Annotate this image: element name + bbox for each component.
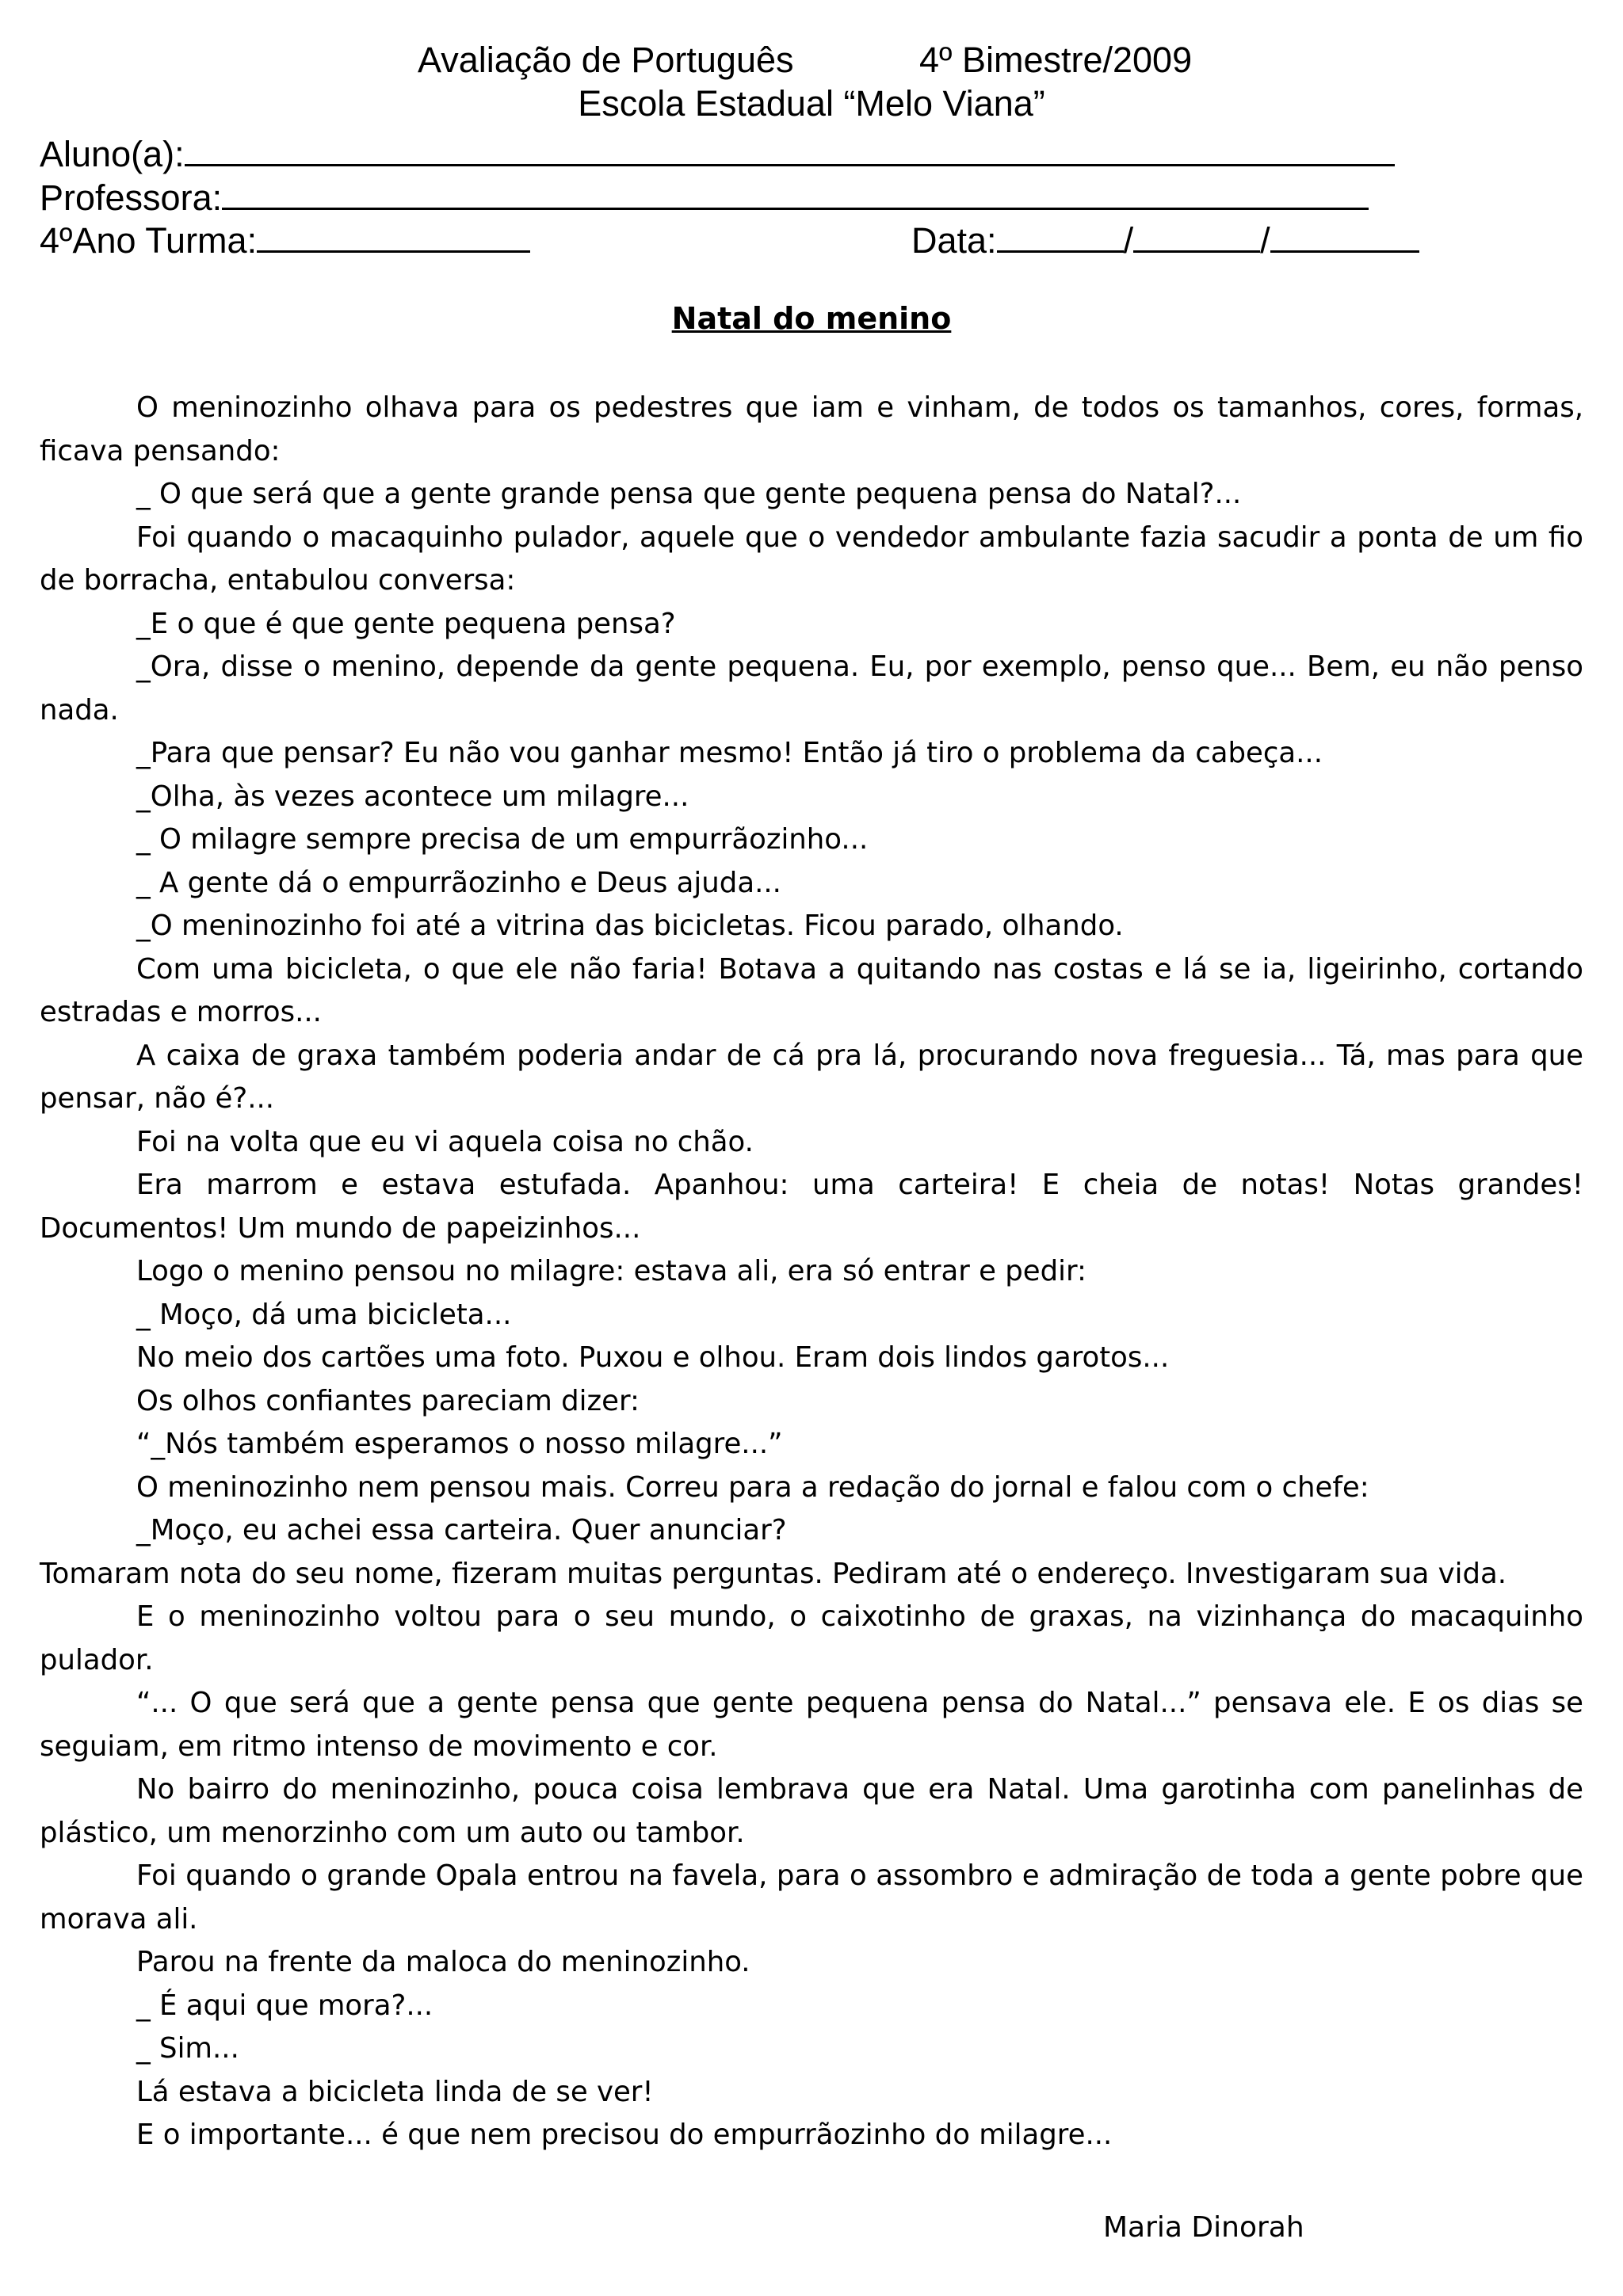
story-paragraph: E o meninozinho voltou para o seu mundo, o caixotinho de graxas, na vizinhança do macaquinho pulador. bbox=[40, 1600, 1583, 1676]
class-field bbox=[40, 215, 530, 261]
story-paragraph: E o importante... é que nem precisou do empurrãozinho do milagre... bbox=[136, 2119, 1113, 2151]
story-paragraph: Com uma bicicleta, o que ele não faria! Botava a quitando nas costas e lá se ia, ligeirinho, cortando estradas e morros... bbox=[40, 952, 1583, 1028]
date-year-blank[interactable] bbox=[1270, 215, 1419, 253]
term-label: 4º Bimestre/2009 bbox=[919, 40, 1193, 80]
story-paragraph: Foi quando o grande Opala entrou na favela, para o assombro e admiração de toda a gente pobre que morava ali. bbox=[40, 1859, 1583, 1936]
date-label: Data: bbox=[911, 220, 997, 261]
story-body bbox=[40, 387, 1583, 2157]
story-paragraph: _Para que pensar? Eu não vou ganhar mesmo! Então já tiro o problema da cabeça... bbox=[136, 737, 1323, 769]
date-field bbox=[911, 215, 1419, 261]
exam-title: Avaliação de Português bbox=[418, 40, 794, 80]
date-separator: / bbox=[1260, 220, 1270, 261]
story-paragraph: _Moço, eu achei essa carteira. Quer anunciar? bbox=[136, 1514, 787, 1547]
school-name: Escola Estadual “Melo Viana” bbox=[578, 83, 1045, 124]
date-month-blank[interactable] bbox=[1133, 215, 1260, 253]
story-paragraph: Foi na volta que eu vi aquela coisa no chão. bbox=[136, 1125, 754, 1158]
student-blank[interactable] bbox=[185, 129, 1395, 166]
story-paragraph: _Olha, às vezes acontece um milagre... bbox=[136, 780, 689, 813]
story-paragraph: Os olhos confiantes pareciam dizer: bbox=[136, 1384, 640, 1417]
story-title: Natal do menino bbox=[671, 301, 952, 336]
teacher-field bbox=[40, 173, 1369, 219]
date-separator: / bbox=[1123, 220, 1134, 261]
class-label: 4ºAno Turma: bbox=[40, 220, 258, 261]
story-paragraph: _ É aqui que mora?... bbox=[136, 1989, 433, 2022]
story-paragraph: No meio dos cartões uma foto. Puxou e olhou. Eram dois lindos garotos... bbox=[136, 1341, 1170, 1374]
date-day-blank[interactable] bbox=[997, 215, 1124, 253]
story-paragraph: _O meninozinho foi até a vitrina das bicicletas. Ficou parado, olhando. bbox=[136, 910, 1124, 942]
story-paragraph: _ Sim... bbox=[136, 2032, 239, 2065]
story-paragraph: Lá estava a bicicleta linda de se ver! bbox=[136, 2075, 654, 2108]
student-field bbox=[40, 129, 1395, 175]
story-paragraph: _E o que é que gente pequena pensa? bbox=[136, 607, 676, 640]
story-author: Maria Dinorah bbox=[1103, 2211, 1304, 2244]
teacher-label: Professora: bbox=[40, 177, 223, 218]
story-paragraph: Logo o menino pensou no milagre: estava ali, era só entrar e pedir: bbox=[136, 1255, 1086, 1287]
story-paragraph: Parou na frente da maloca do meninozinho. bbox=[136, 1946, 750, 1978]
story-paragraph: A caixa de graxa também poderia andar de cá pra lá, procurando nova freguesia... Tá, mas para que pensar, não é?... bbox=[40, 1039, 1583, 1115]
story-paragraph: “_Nós também esperamos o nosso milagre...” bbox=[136, 1428, 783, 1460]
student-label: Aluno(a): bbox=[40, 134, 185, 174]
story-paragraph: O meninozinho olhava para os pedestres que iam e vinham, de todos os tamanhos, cores, formas, ficava pensando: bbox=[40, 391, 1583, 467]
story-paragraph: Foi quando o macaquinho pulador, aquele que o vendedor ambulante fazia sacudir a ponta de um fio de borracha, entabulou conversa: bbox=[40, 521, 1583, 597]
story-paragraph: O meninozinho nem pensou mais. Correu para a redação do jornal e falou com o chefe: bbox=[136, 1470, 1369, 1504]
class-blank[interactable] bbox=[257, 215, 530, 253]
story-paragraph: _ O que será que a gente grande pensa que gente pequena pensa do Natal?... bbox=[136, 478, 1242, 510]
story-paragraph: No bairro do meninozinho, pouca coisa lembrava que era Natal. Uma garotinha com panelinhas de plástico, um menorzinho com um auto ou tambor. bbox=[40, 1773, 1583, 1849]
story-paragraph: Era marrom e estava estufada. Apanhou: uma carteira! E cheia de notas! Notas grandes! Documentos! Um mundo de papeizinhos... bbox=[40, 1169, 1583, 1245]
teacher-blank[interactable] bbox=[222, 173, 1369, 210]
story-paragraph: “... O que será que a gente pensa que gente pequena pensa do Natal...” pensava ele. E os dias se seguiam, em ritmo intenso de movimento e cor. bbox=[40, 1687, 1583, 1763]
story-paragraph: _ O milagre sempre precisa de um empurrãozinho... bbox=[136, 823, 869, 856]
story-paragraph: _ Moço, dá uma bicicleta... bbox=[136, 1298, 512, 1331]
story-paragraph: _ A gente dá o empurrãozinho e Deus ajuda... bbox=[136, 866, 781, 899]
story-paragraph: Tomaram nota do seu nome, fizeram muitas perguntas. Pediram até o endereço. Investigaram sua vida. bbox=[40, 1557, 1507, 1590]
story-paragraph: _Ora, disse o menino, depende da gente pequena. Eu, por exemplo, penso que... Bem, eu não penso nada. bbox=[40, 650, 1583, 727]
